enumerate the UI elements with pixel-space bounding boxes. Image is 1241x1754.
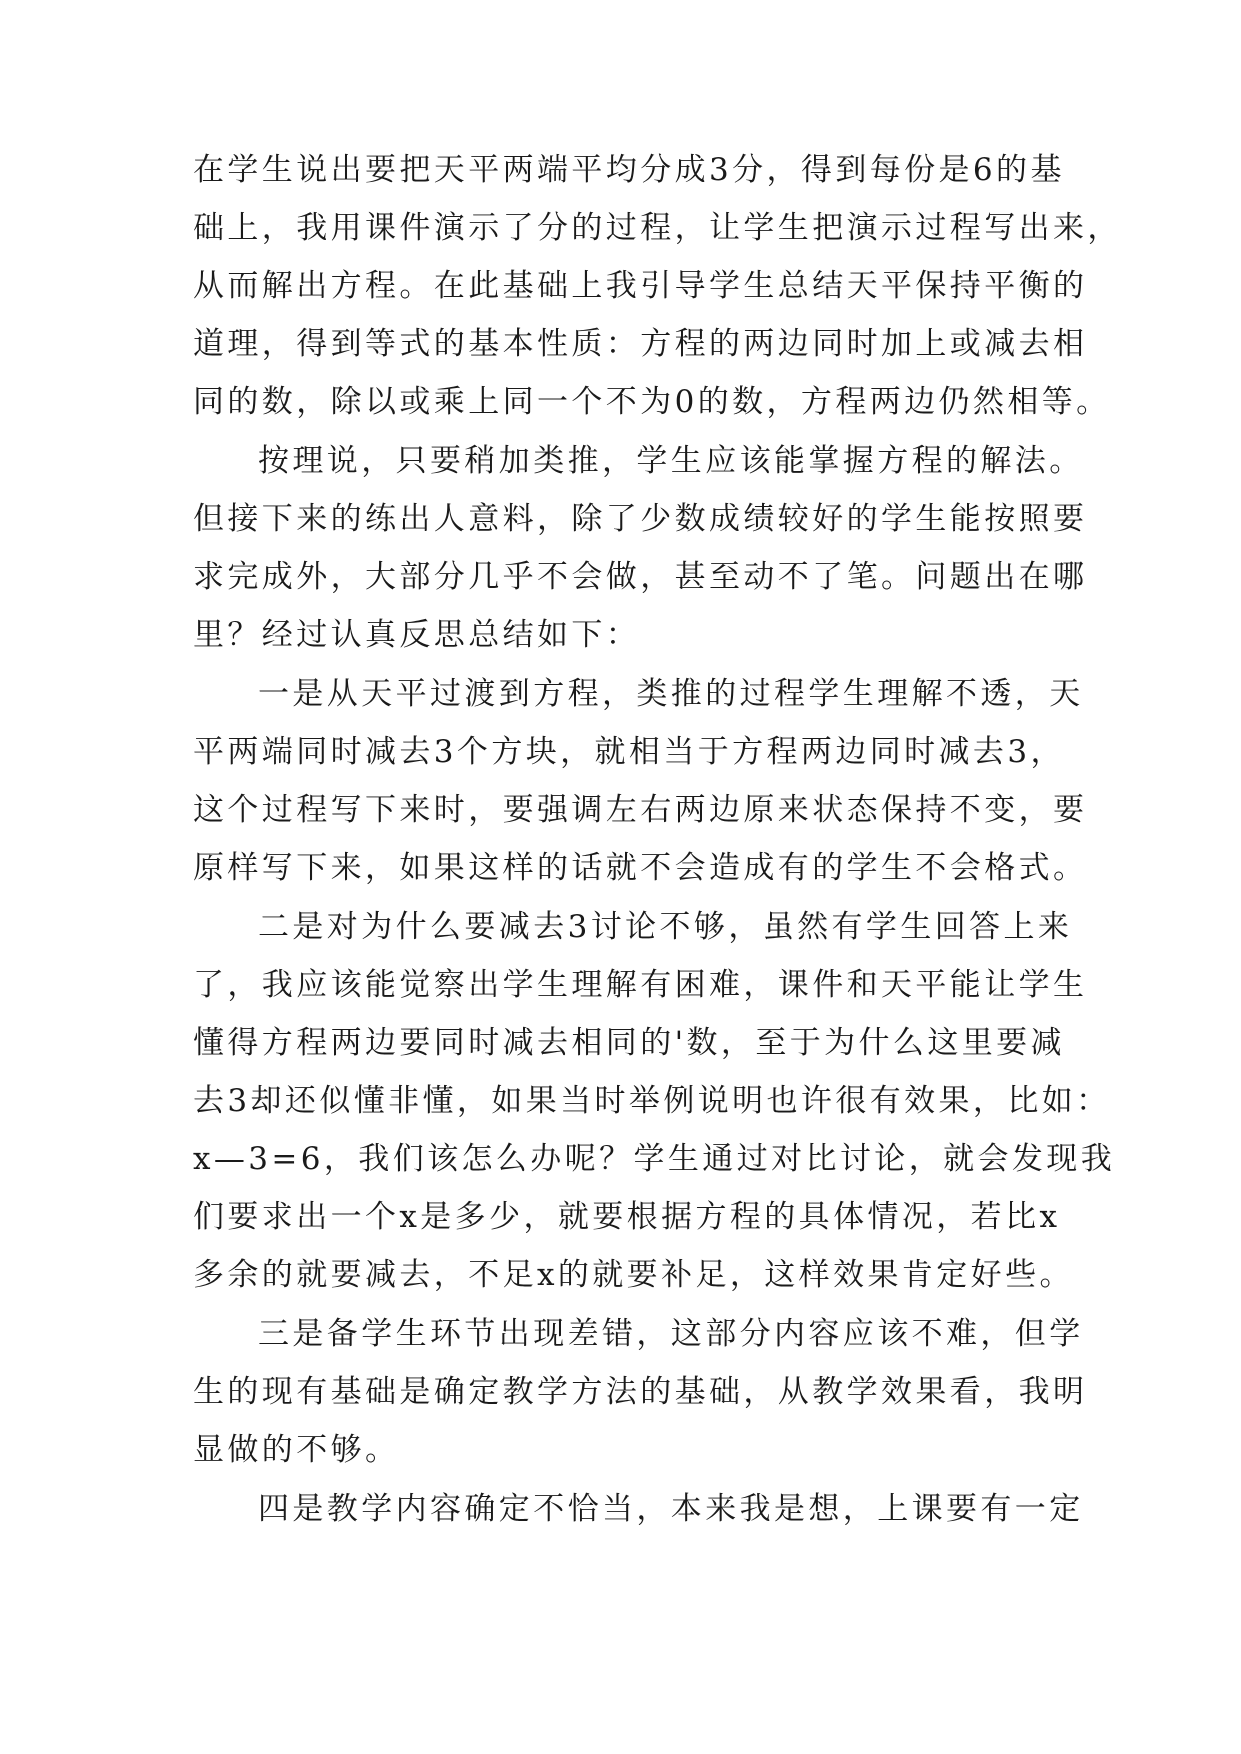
paragraph-start-line: 一是从天平过渡到方程，类推的过程学生理解不透，天	[258, 676, 1084, 712]
paragraph-start-line: 按理说，只要稍加类推，学生应该能掌握方程的解法。	[258, 443, 1084, 479]
text-line: 平两端同时减去3个方块，就相当于方程两边同时减去3，	[193, 734, 1065, 770]
text-line: 们要求出一个x是多少，就要根据方程的具体情况，若比x	[193, 1199, 1061, 1235]
text-line: 原样写下来，如果这样的话就不会造成有的学生不会格式。	[193, 850, 1088, 886]
text-line: 这个过程写下来时，要强调左右两边原来状态保持不变，要	[193, 792, 1088, 828]
text-line: 从而解出方程。在此基础上我引导学生总结天平保持平衡的	[193, 268, 1088, 304]
text-line: 求完成外，大部分几乎不会做，甚至动不了笔。问题出在哪	[193, 559, 1088, 595]
text-line: 懂得方程两边要同时减去相同的'数，至于为什么这里要减	[193, 1025, 1065, 1061]
text-line: 同的数，除以或乘上同一个不为0的数，方程两边仍然相等。	[193, 384, 1111, 420]
text-line: 但接下来的练出人意料，除了少数成绩较好的学生能按照要	[193, 501, 1088, 537]
text-line: 里？经过认真反思总结如下：	[193, 617, 641, 653]
text-line: x—3=6，我们该怎么办呢？学生通过对比讨论，就会发现我	[193, 1141, 1116, 1177]
text-line: 多余的就要减去，不足x的就要补足，这样效果肯定好些。	[193, 1257, 1074, 1293]
paragraph-start-line: 二是对为什么要减去3讨论不够，虽然有学生回答上来	[258, 909, 1073, 945]
text-line: 显做的不够。	[193, 1432, 400, 1468]
text-line: 道理，得到等式的基本性质：方程的两边同时加上或减去相	[193, 326, 1088, 362]
text-line: 去3却还似懂非懂，如果当时举例说明也许很有效果，比如：	[193, 1083, 1111, 1119]
paragraph-start-line: 四是教学内容确定不恰当，本来我是想，上课要有一定	[258, 1491, 1084, 1527]
paragraph-start-line: 三是备学生环节出现差错，这部分内容应该不难，但学	[258, 1316, 1084, 1352]
text-line: 础上，我用课件演示了分的过程，让学生把演示过程写出来，	[193, 210, 1122, 246]
text-line: 在学生说出要把天平两端平均分成3分，得到每份是6的基	[193, 152, 1065, 188]
text-line: 生的现有基础是确定教学方法的基础，从教学效果看，我明	[193, 1374, 1088, 1410]
text-line: 了，我应该能觉察出学生理解有困难，课件和天平能让学生	[193, 967, 1088, 1003]
